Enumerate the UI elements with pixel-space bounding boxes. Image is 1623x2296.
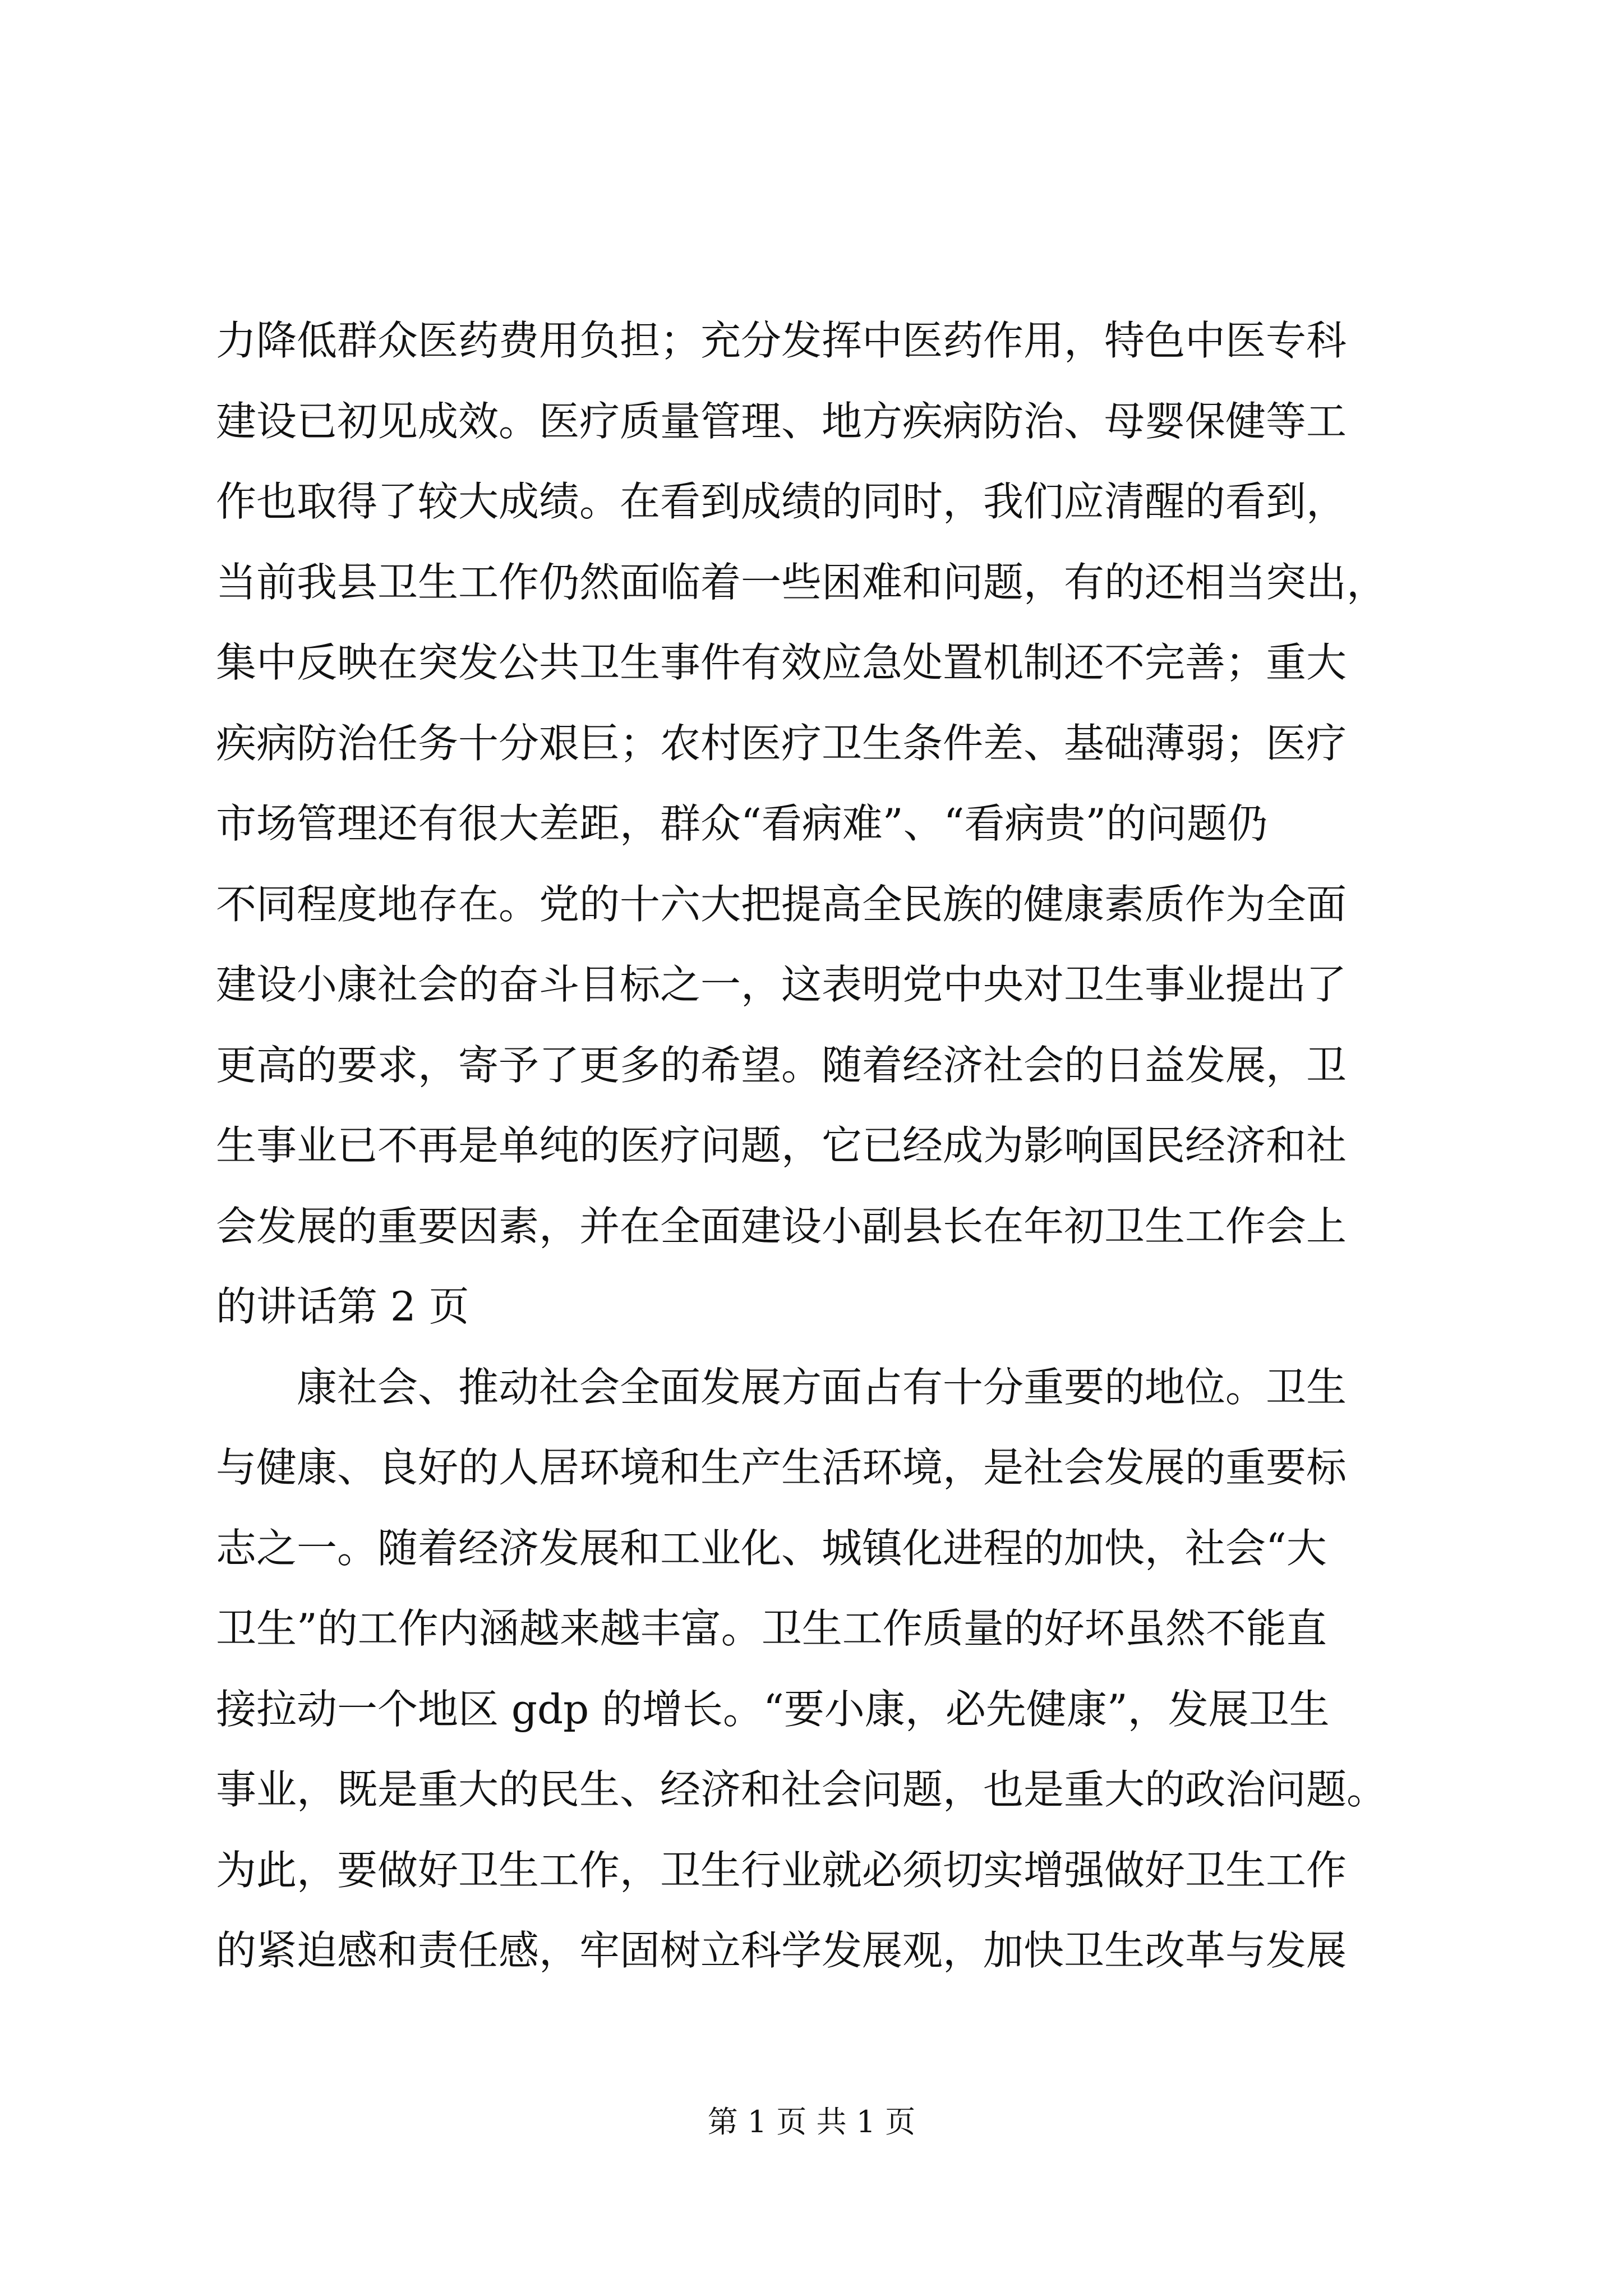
text-line: 作也取得了较大成绩。在看到成绩的同时，我们应清醒的看到， <box>216 478 1347 525</box>
text-line: 志之一。随着经济发展和工业化、城镇化进程的加快，社会“大 <box>216 1524 1327 1572</box>
text-line: 市场管理还有很大差距，群众“看病难”、“看病贵”的问题仍 <box>216 800 1268 847</box>
text-line: 与健康、良好的人居环境和生产生活环境，是社会发展的重要标 <box>216 1444 1347 1491</box>
text-line: 不同程度地存在。党的十六大把提高全民族的健康素质作为全面 <box>216 880 1347 928</box>
text-line: 为此，要做好卫生工作，卫生行业就必须切实增强做好卫生工作 <box>216 1846 1347 1894</box>
text-line: 的紧迫感和责任感，牢固树立科学发展观，加快卫生改革与发展 <box>216 1927 1347 1974</box>
text-line: 集中反映在突发公共卫生事件有效应急处置机制还不完善；重大 <box>216 639 1347 686</box>
text-line: 力降低群众医药费用负担；充分发挥中医药作用，特色中医专科 <box>216 317 1347 364</box>
text-line: 生事业已不再是单纯的医疗问题，它已经成为影响国民经济和社 <box>216 1122 1347 1169</box>
text-line: 卫生”的工作内涵越来越丰富。卫生工作质量的好坏虽然不能直 <box>216 1605 1327 1652</box>
text-line: 康社会、推动社会全面发展方面占有十分重要的地位。卫生 <box>216 1363 1347 1411</box>
text-line: 的讲话第 2 页 <box>216 1283 469 1330</box>
text-line: 事业，既是重大的民生、经济和社会问题，也是重大的政治问题。 <box>216 1766 1387 1813</box>
body-text <box>216 301 1450 1991</box>
text-line: 更高的要求，寄予了更多的希望。随着经济社会的日益发展，卫 <box>216 1041 1347 1089</box>
text-line: 会发展的重要因素，并在全面建设小副县长在年初卫生工作会上 <box>216 1202 1347 1250</box>
text-line: 当前我县卫生工作仍然面临着一些困难和问题，有的还相当突出， <box>216 558 1387 606</box>
text-line: 疾病防治任务十分艰巨；农村医疗卫生条件差、基础薄弱；医疗 <box>216 719 1347 767</box>
text-line: 建设小康社会的奋斗目标之一，这表明党中央对卫生事业提出了 <box>216 961 1347 1008</box>
page-number-footer: 第 1 页 共 1 页 <box>707 2104 916 2139</box>
text-line: 建设已初见成效。医疗质量管理、地方疾病防治、母婴保健等工 <box>216 397 1347 445</box>
text-line: 接拉动一个地区 gdp 的增长。“要小康，必先健康”，发展卫生 <box>216 1685 1330 1733</box>
